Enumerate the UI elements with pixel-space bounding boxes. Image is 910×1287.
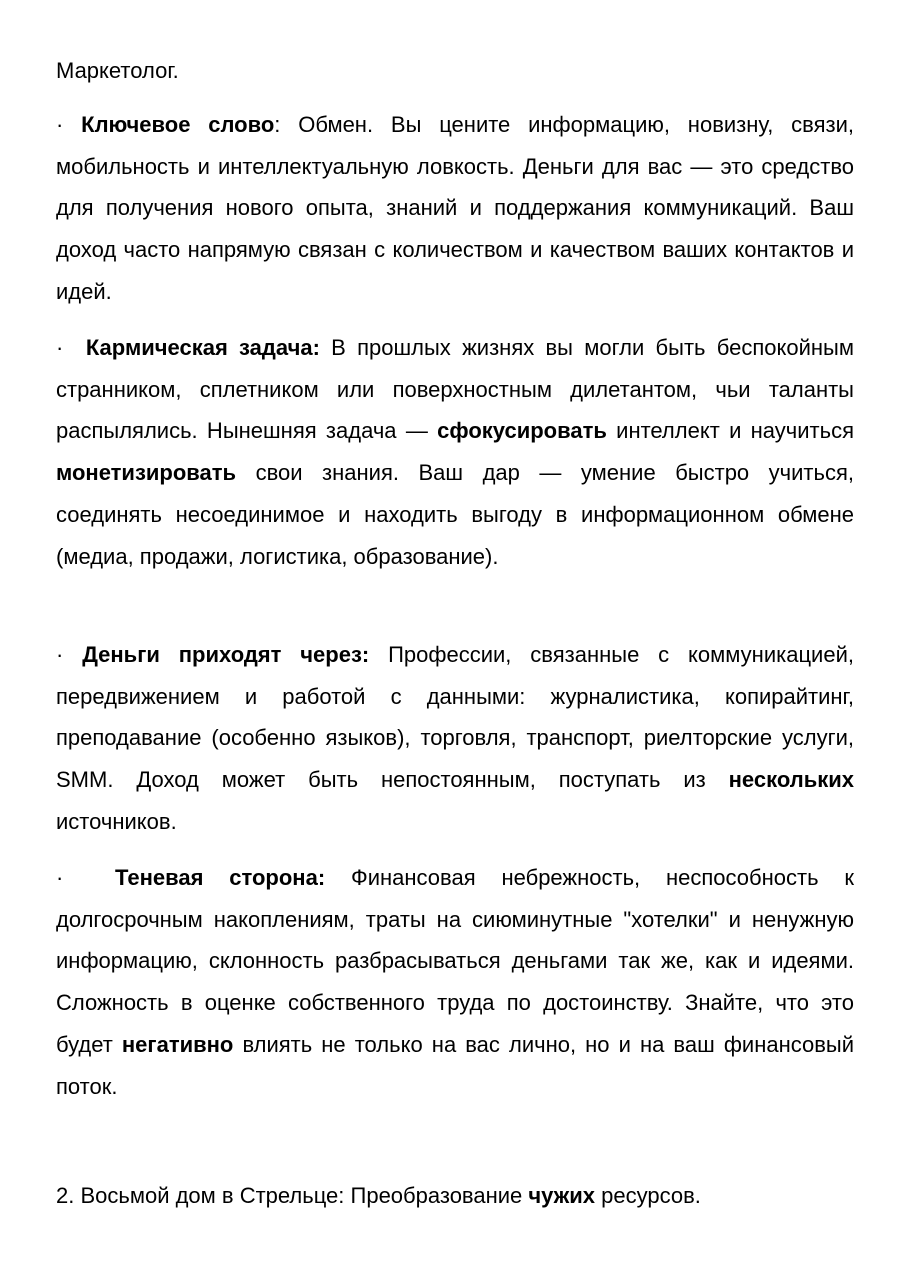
emphasis-text: нескольких <box>728 767 854 793</box>
heading-text: 2. Восьмой дом в Стрельце: Преобразование <box>56 1183 529 1208</box>
section-shadow-side <box>56 857 854 1107</box>
section-text: источников. <box>56 808 177 834</box>
section-text: интеллект и научиться <box>606 418 854 444</box>
heading-text: ресурсов. <box>595 1183 701 1208</box>
emphasis-text: чужих <box>528 1183 596 1208</box>
section-label: Деньги приходят через: <box>82 642 370 667</box>
section-text: В прошлых жизнях вы могли быть беспокойным странником, сплетником или поверхностным дилетантом, чьи таланты распылялись. Нынешняя задача — <box>56 335 854 444</box>
bullet: · <box>56 112 64 137</box>
section-text: Финансовая небрежность, неспособность к долгосрочным накоплениям, траты на сиюминутные "хотелки" и ненужную информацию, склонность разбрасываться деньгами так же, как и идеями. Сложность в оценке собственного труда по достоинству. Знайте, что это будет <box>56 865 855 1057</box>
bullet: · <box>56 642 64 667</box>
emphasis-text: монетизировать <box>56 460 237 486</box>
section-label: Кармическая задача: <box>85 335 320 360</box>
section-label: Теневая сторона: <box>115 865 326 890</box>
section-text: : Обмен. Вы цените информацию, новизну, связи, мобильность и интеллектуальную ловкость. Деньги для вас — это средство для получения нового опыта, знаний и поддержания коммуникаций. Ваш доход часто напрямую связан с количеством и качеством ваших контактов и идей. <box>56 112 854 304</box>
section-label: Ключевое слово <box>81 112 275 137</box>
section-keyword <box>56 104 854 313</box>
bullet: · <box>56 865 64 890</box>
section-text: влиять не только на вас лично, но и на ваш финансовый поток. <box>56 1031 855 1099</box>
section-money-through <box>56 634 854 843</box>
section-karmic-task <box>56 327 854 577</box>
section-text: Профессии, связанные с коммуникацией, передвижением и работой с данными: журналистика, копирайтинг, преподавание (особенно языков), торговля, транспорт, риелторские услуги, SMM. Доход может быть непостоянным, поступать из <box>56 642 854 793</box>
intro-line: Маркетолог. <box>56 58 179 83</box>
footer-heading <box>56 1175 854 1217</box>
emphasis-text: негативно <box>121 1031 234 1057</box>
section-text: свои знания. Ваш дар — умение быстро учиться, соединять несоединимое и находить выгоду в информационном обмене (медиа, продажи, логистика, образование). <box>56 460 854 569</box>
bullet: · <box>56 335 64 360</box>
emphasis-text: сфокусировать <box>437 418 607 444</box>
